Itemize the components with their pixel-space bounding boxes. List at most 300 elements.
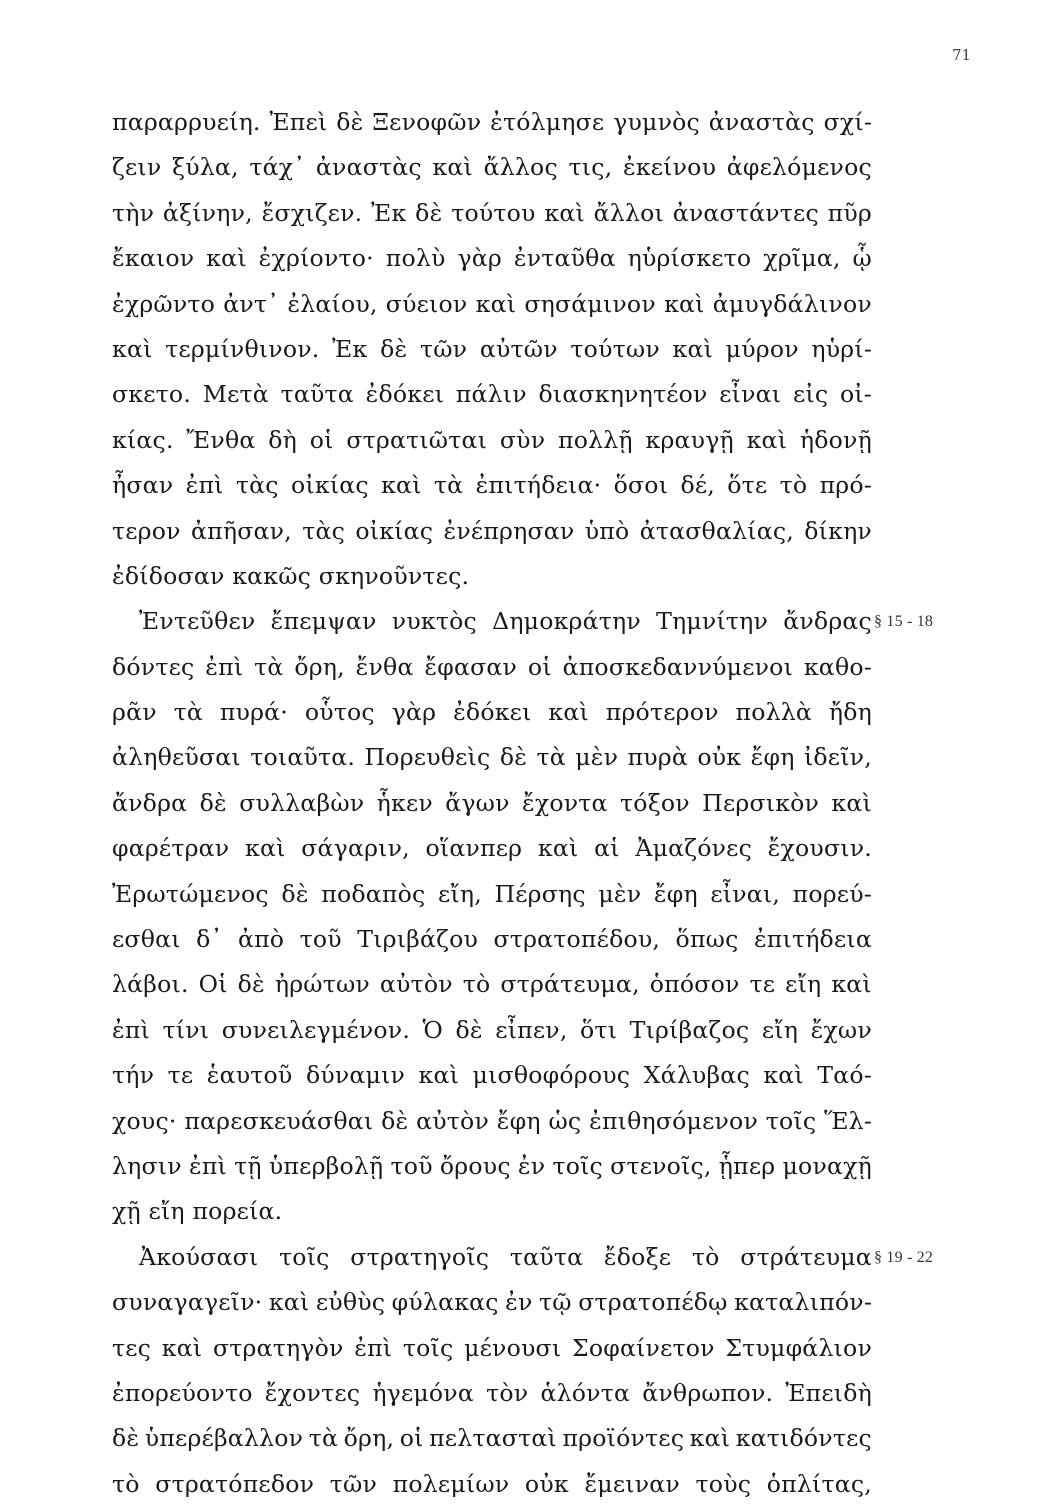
word: Μετὰ (202, 380, 269, 409)
word: τερμίνθινον. (165, 334, 320, 363)
word: ἐχρίοντο· (258, 244, 374, 273)
word: δόντες (112, 652, 195, 681)
word: ταῦτα (280, 380, 354, 409)
word: ἔκαιον (112, 244, 195, 273)
word: κραυγῇ (645, 425, 734, 454)
word: δὴ (268, 425, 297, 454)
word: αὐτὸν (379, 970, 453, 999)
word: ἠρώτων (274, 970, 370, 999)
word: συνειλεγμένον. (221, 1015, 411, 1044)
word: σύειον (385, 289, 468, 318)
word: Τημνίτην (656, 607, 769, 636)
word: τὸ (462, 970, 491, 999)
word: καὶ (763, 1061, 804, 1090)
word: τάχ᾽ (249, 153, 306, 182)
word: μοναχῇ (782, 1151, 872, 1180)
word: χους· (112, 1106, 177, 1135)
word: γυμνὸς (613, 108, 700, 136)
word: ᾗπερ (718, 1151, 776, 1180)
word: ἐκείνου (622, 153, 717, 182)
word: προϊόντες (562, 1424, 685, 1453)
text-line (112, 962, 872, 1007)
word: ἐχρῶντο (112, 289, 216, 318)
word: καὶ (432, 153, 473, 182)
word: στρατιῶται (346, 425, 488, 454)
word: ἀντ᾽ (223, 289, 280, 318)
word: τοῖς (402, 1333, 454, 1362)
text-line (112, 1235, 934, 1280)
text-line (112, 145, 872, 190)
word: πάλιν (455, 380, 527, 409)
word: ἐπιτήδεια· (475, 471, 602, 500)
word: Πορευθεὶς (364, 743, 491, 772)
word: οἰκίας (291, 471, 369, 500)
word: καὶ (245, 834, 286, 863)
word: οὐκ (524, 1469, 569, 1498)
word: φαρέτραν (112, 834, 230, 863)
word: πορεύ- (792, 879, 872, 908)
word: ἀληθεῦσαι (112, 743, 241, 772)
word: τῶν (329, 1469, 378, 1498)
word: ποδαπὸς (321, 879, 426, 908)
word: Ταό- (817, 1061, 872, 1090)
word: ὅπως (675, 925, 739, 954)
text-line (112, 781, 872, 826)
word: μύρον (725, 334, 799, 363)
word: τοὺς (695, 1469, 752, 1498)
word: ἔχοντες (264, 1378, 361, 1407)
word: κατιδόντες (735, 1424, 872, 1453)
word: καὶ (664, 289, 705, 318)
word: Ὁ (422, 1015, 444, 1044)
word: πολλὰ (735, 698, 813, 727)
word: ηὑρί- (811, 334, 872, 363)
text-line (112, 282, 872, 327)
word: εἴη (785, 970, 822, 999)
word: λάβοι. (112, 970, 189, 999)
word: ᾧ (852, 244, 872, 273)
word: οὐκ (697, 743, 742, 772)
word: καθο- (803, 652, 872, 681)
word: εἶπεν, (495, 1015, 568, 1044)
word: γὰρ (457, 244, 502, 273)
text-line (112, 1189, 872, 1234)
text-line (112, 872, 872, 917)
word: σὺν (499, 425, 546, 454)
word: καὶ (161, 1333, 203, 1362)
word: δὲ (455, 1015, 483, 1044)
word: τὸν (486, 1378, 529, 1407)
word: ἔνθα (355, 652, 414, 681)
word: τῇ (234, 1151, 262, 1180)
word: ἐπὶ (205, 652, 244, 681)
word: ἐν (517, 1151, 546, 1180)
word: τὴν (112, 198, 155, 227)
word: ἤδη (828, 698, 872, 727)
text-line (112, 735, 872, 780)
word: ἀπὸ (237, 925, 285, 954)
word: τὰς (235, 471, 279, 500)
word: ἐδόκει (365, 380, 445, 409)
word: τε (749, 970, 776, 999)
word: ἑαυτοῦ (206, 1061, 293, 1090)
word: κακῶς (232, 561, 319, 590)
word: τούτου (451, 198, 536, 227)
word: στενοῖς, (610, 1151, 712, 1180)
word: καὶ (672, 334, 714, 363)
word: τὸ (779, 471, 808, 500)
word: δὲ (336, 108, 364, 136)
word: συλλαβὼν (239, 788, 365, 817)
word: ἄνδρα (112, 788, 188, 817)
word: στρατοπέδῳ (578, 1288, 728, 1317)
text-line (112, 100, 872, 145)
word: στρατηγὸν (212, 1333, 344, 1362)
text-line (112, 236, 872, 281)
word: παραρρυείη. (112, 108, 261, 136)
word: ἐλαίου, (287, 289, 378, 318)
word: ὅσοι (613, 471, 669, 500)
text-line (112, 327, 872, 372)
text-line (112, 1144, 872, 1189)
word: στρατηγοῖς (350, 1242, 490, 1271)
word: εἶναι (719, 380, 782, 409)
word: ὅτε (727, 471, 768, 500)
word: ὡς (548, 1106, 582, 1135)
word: Τιρίβαζος (629, 1015, 750, 1044)
word: ὅτι (580, 1015, 618, 1044)
word: στρατοπέδου, (493, 925, 661, 954)
word: Ξενοφῶν (372, 108, 482, 136)
word: φύλακας (391, 1288, 499, 1317)
word: ταῦτα (509, 1242, 584, 1271)
word: ἰδεῖν, (803, 743, 872, 772)
word: ἀτασθαλίας, (639, 516, 794, 545)
word: μὲν (575, 743, 619, 772)
word: τῶν (419, 334, 468, 363)
word: αἱ (594, 834, 620, 863)
word: καὶ (831, 970, 872, 999)
word: τοῦ (299, 925, 342, 954)
word: πῦρ (827, 198, 872, 227)
text-line (112, 645, 872, 690)
text-line (112, 1462, 872, 1507)
word: ἐπιτήδεια (753, 925, 872, 954)
word: Ἔνθα (186, 425, 256, 454)
word: νυκτὸς (391, 607, 477, 636)
word: εἴη, (438, 879, 482, 908)
word: πρό- (819, 471, 872, 500)
text-line (112, 1008, 872, 1053)
word: δὲ (112, 1424, 140, 1453)
word: ἔχων (810, 1015, 872, 1044)
word: Ἕλ- (824, 1106, 872, 1135)
word: χῇ (112, 1197, 149, 1226)
word: δ᾽ (196, 925, 223, 954)
word: τίνι (162, 1015, 210, 1044)
text-line (112, 1416, 872, 1461)
word: καὶ (381, 471, 422, 500)
word: τοῖς (279, 1242, 330, 1271)
word: ἀναστάντες (672, 198, 819, 227)
word: δὲ (237, 970, 265, 999)
word: ἔχοντα (522, 788, 608, 817)
word: σκηνοῦντες. (318, 561, 470, 590)
word: οἰ- (839, 380, 872, 409)
word: πρότερον (605, 698, 719, 727)
word: Ἐκ (332, 334, 368, 363)
section-reference: § 19 - 22 (874, 1248, 934, 1266)
word: ὑπὸ (584, 516, 630, 545)
word: καὶ (475, 289, 517, 318)
text-line (112, 599, 934, 644)
word: ἡδονῇ (799, 425, 872, 454)
word: εἰς (792, 380, 829, 409)
word: αὐτῶν (479, 334, 558, 363)
word: οἱ (399, 1424, 424, 1453)
word: Ἀμαζόνες (635, 834, 753, 863)
text-line (112, 372, 872, 417)
word: ἐπὶ (354, 1333, 393, 1362)
word: δὲ (199, 788, 227, 817)
word: τοῖς (552, 1151, 603, 1180)
word: τόξον (620, 788, 690, 817)
word: στράτευμα, (500, 970, 640, 999)
text-line (112, 554, 872, 599)
word: τοῖς (765, 1106, 817, 1135)
page-number: 71 (952, 46, 972, 64)
word: διασκηνητέον (538, 380, 708, 409)
word: ξύλα, (172, 153, 239, 182)
word: Σοφαίνετον (571, 1333, 715, 1362)
word: σκετο. (112, 380, 192, 409)
word: τοιαῦτα. (250, 743, 356, 772)
word: αὐτὸν (416, 1106, 489, 1135)
word: πολεμίων (392, 1469, 510, 1498)
word: πυρά· (219, 698, 288, 727)
word: πολλῇ (558, 425, 633, 454)
word: τὰ (254, 652, 284, 681)
word: ἔσχιζεν. (261, 198, 363, 227)
text-line (112, 1053, 872, 1098)
text-line (112, 1371, 872, 1416)
word: ἡγεμόνα (372, 1378, 474, 1407)
word: ἐπορεύοντο (112, 1378, 253, 1407)
greek-text-body (112, 100, 934, 1507)
word: ἄνθρωπον. (642, 1378, 774, 1407)
word: ἔφασαν (424, 652, 518, 681)
word: δὲ (380, 334, 408, 363)
word: ὄρη, (343, 1424, 395, 1453)
word: κίας. (112, 425, 174, 454)
word: Ἐκ (371, 198, 407, 227)
word: ἔφη (653, 879, 698, 908)
word: πυρὰ (627, 743, 688, 772)
word: τὰς (302, 516, 346, 545)
word: ηὑρίσκετο (627, 244, 752, 273)
word: καὶ (831, 788, 872, 817)
text-line (112, 1326, 872, 1371)
section-reference: § 15 - 18 (874, 613, 934, 631)
word: ἔχουσιν. (767, 834, 872, 863)
word: στράτευμα (740, 1242, 872, 1271)
word: ἐδίδοσαν (112, 561, 233, 590)
word: τῷ (539, 1288, 572, 1317)
word: Ἐπεὶ (269, 108, 328, 136)
word: καὶ (689, 1424, 731, 1453)
word: καὶ (268, 1288, 310, 1317)
word: ὁπόσον (649, 970, 740, 999)
word: ἧκεν (376, 788, 433, 817)
word: καὶ (418, 1061, 460, 1090)
word: Στυμφάλιον (725, 1333, 872, 1362)
word: ἔφη (496, 1106, 541, 1135)
word: τὰ (433, 471, 464, 500)
word: τὰ (536, 743, 566, 772)
word: ἔπεμψαν (270, 607, 377, 636)
word: καταλιπόν- (734, 1288, 872, 1317)
word: δίκην (804, 516, 872, 545)
word: μένουσι (464, 1333, 562, 1362)
word: ἐπὶ (185, 471, 224, 500)
word: ἄγων (445, 788, 510, 817)
word: καὶ (112, 334, 153, 363)
word: Τιριβάζου (357, 925, 479, 954)
text-line (112, 690, 872, 735)
text-line (112, 1099, 872, 1144)
word: ἐνέπρησαν (443, 516, 575, 545)
word: δύναμιν (305, 1061, 406, 1090)
word: δέ, (680, 471, 715, 500)
word: Οἱ (198, 970, 228, 999)
word: ἀξίνην, (162, 198, 253, 227)
text-line (112, 418, 872, 463)
word: συναγαγεῖν· (112, 1288, 263, 1317)
word: Χάλυβας (643, 1061, 750, 1090)
text-line (112, 917, 872, 962)
word: γὰρ (391, 698, 437, 727)
word: χρῖμα, (763, 244, 841, 273)
word: ἀφελόμενος (726, 153, 872, 182)
word: λησιν (112, 1151, 182, 1180)
word: δὲ (381, 1106, 409, 1135)
word: μὲν (598, 879, 642, 908)
word: τὸ (112, 1469, 140, 1498)
word: πολὺ (385, 244, 446, 273)
word: ἄνδρας (783, 607, 872, 636)
word: ὁπλίτας, (766, 1469, 872, 1498)
word: πορεία. (192, 1197, 283, 1226)
word: τὸ (691, 1242, 720, 1271)
word: ἀποσκεδαννύμενοι (562, 652, 794, 681)
word: Ἀκούσασι (139, 1242, 259, 1271)
word: ἐπὶ (188, 1151, 227, 1180)
word: οἰκίας (355, 516, 434, 545)
word: ἁλόντα (540, 1378, 631, 1407)
word: Ἐντεῦθεν (139, 607, 256, 636)
word: τοῦ (390, 1151, 433, 1180)
word: παρεσκευάσθαι (184, 1106, 374, 1135)
word: καὶ (548, 698, 589, 727)
word: ἐνταῦθα (513, 244, 616, 273)
word: εσθαι (112, 925, 181, 954)
word: εἶναι, (710, 879, 781, 908)
word: ἀναστὰς (708, 108, 815, 136)
word: ἐτόλμησε (490, 108, 605, 136)
word: δὲ (499, 743, 528, 772)
word: καὶ (544, 198, 585, 227)
word: ἀναστὰς (315, 153, 422, 182)
word: δὲ (281, 879, 309, 908)
word: Ἐρωτώμενος (112, 879, 269, 908)
word: σχί- (823, 108, 872, 136)
word: οἱ (309, 425, 334, 454)
word: Δημοκράτην (492, 607, 641, 636)
word: τε (167, 1061, 194, 1090)
word: τις, (568, 153, 613, 182)
word: εἴη (148, 1197, 193, 1226)
word: εἴη (761, 1015, 799, 1044)
word: ἐδόκει (453, 698, 532, 727)
word: ἀμυγδάλινον (712, 289, 872, 318)
word: τήν (112, 1061, 155, 1090)
word: στρατόπεδον (155, 1469, 315, 1498)
text-line (112, 463, 872, 508)
word: ἄλλος (483, 153, 558, 182)
word: καὶ (537, 834, 579, 863)
word: οὗτος (304, 698, 375, 727)
word: τὰ (173, 698, 203, 727)
text-line (112, 191, 872, 236)
word: ὑπερβολῇ (268, 1151, 384, 1180)
word: καὶ (746, 425, 788, 454)
word: ὄρους (439, 1151, 511, 1180)
word: εὐθὺς (315, 1288, 386, 1317)
word: ζειν (112, 153, 162, 182)
word: ἀπῆσαν, (191, 516, 292, 545)
word: τὰ (308, 1424, 339, 1453)
word: μισθοφόρους (472, 1061, 631, 1090)
word: σησάμινον (524, 289, 656, 318)
word: ἔδοξε (603, 1242, 672, 1271)
word: ἐπιθησόμενον (589, 1106, 758, 1135)
text-line (112, 1280, 872, 1325)
word: ἐν (505, 1288, 533, 1317)
word: σάγαριν, (301, 834, 410, 863)
word: καὶ (206, 244, 247, 273)
word: ἐπὶ (112, 1015, 151, 1044)
text-line (112, 826, 872, 871)
word: ἔφη (750, 743, 795, 772)
word: τερον (112, 516, 181, 545)
word: ὄρη, (294, 652, 345, 681)
word: τούτων (570, 334, 660, 363)
word: οἱ (527, 652, 552, 681)
word: ἄλλοι (593, 198, 664, 227)
text-line (112, 509, 872, 554)
word: ἔμειναν (584, 1469, 680, 1498)
word: τες (112, 1333, 152, 1362)
word: ὑπερέβαλλον (144, 1424, 304, 1453)
word: δὲ (415, 198, 443, 227)
word: Ἐπειδὴ (785, 1378, 872, 1407)
word: ρᾶν (112, 698, 157, 727)
word: πελτασταὶ (429, 1424, 557, 1453)
word: Περσικὸν (702, 788, 820, 817)
word: οἵανπερ (425, 834, 523, 863)
word: Πέρσης (494, 879, 586, 908)
word: ἦσαν (112, 471, 174, 500)
